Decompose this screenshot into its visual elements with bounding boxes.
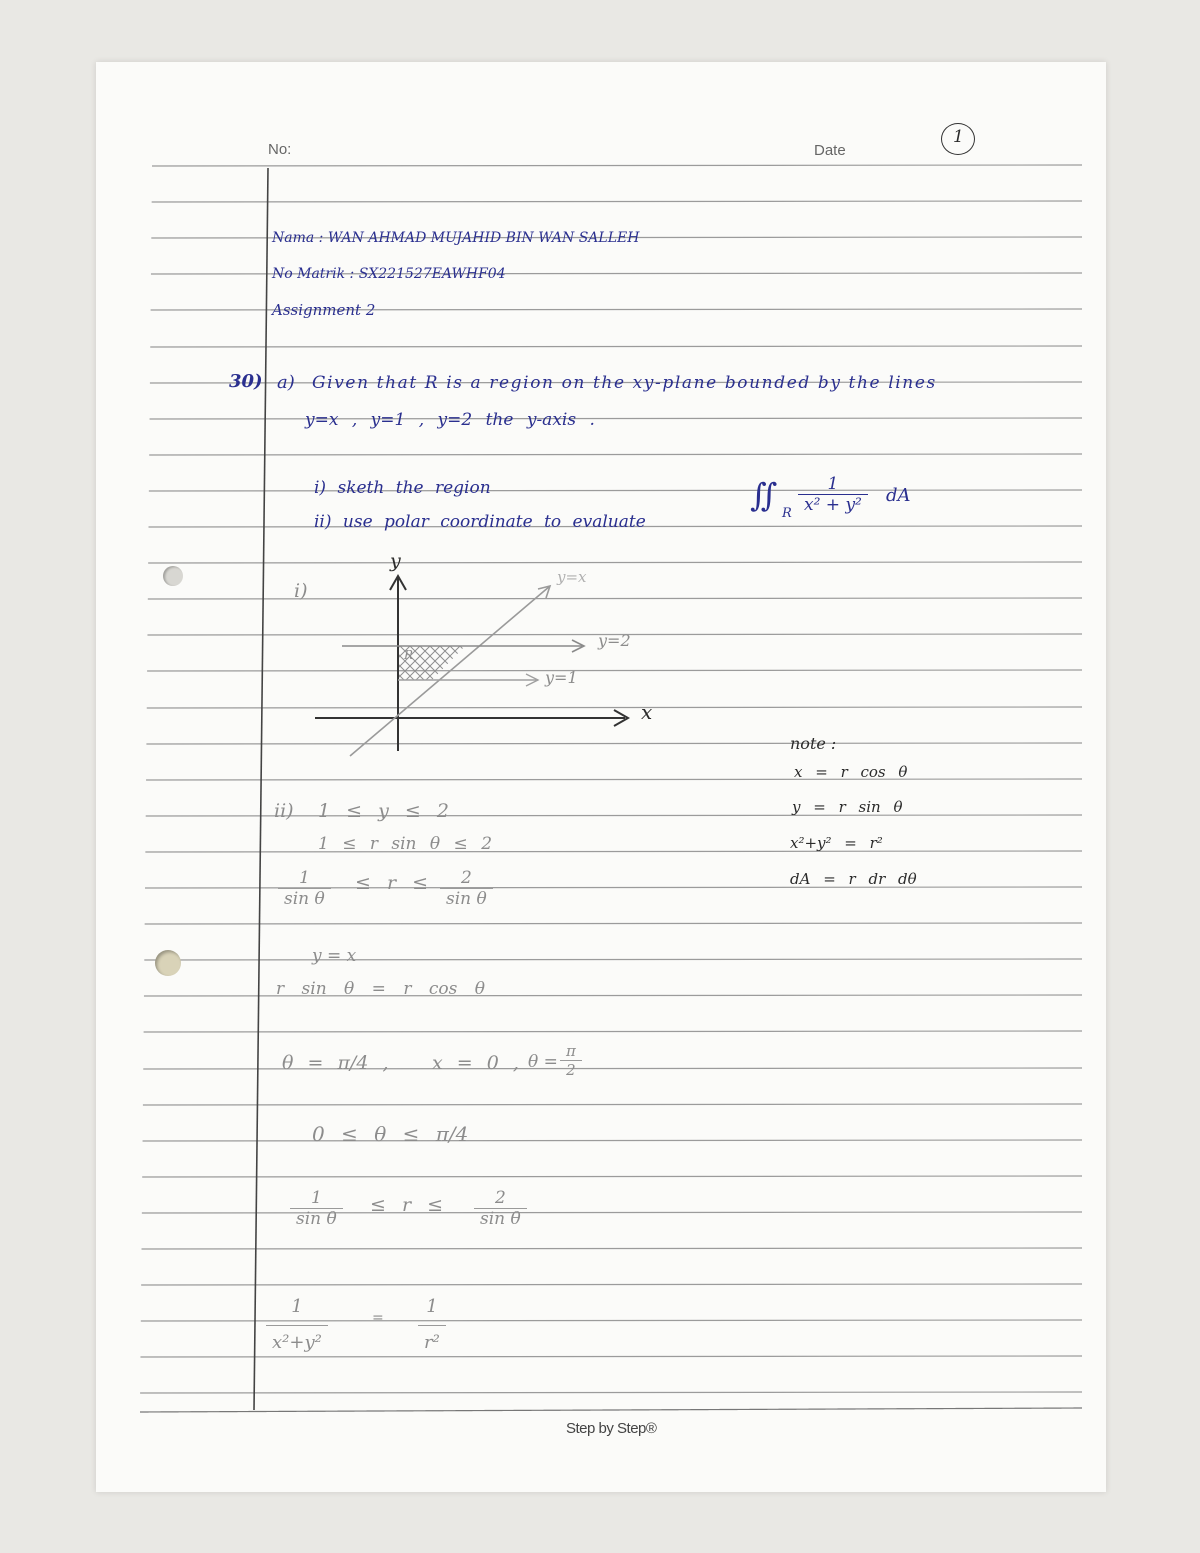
fraction-numerator: 2 [494,1188,506,1208]
fraction-denominator: x²+y² [272,1332,322,1353]
work-step-r-bounds-left [278,868,331,909]
integrand-fraction [798,474,868,515]
question-number: 30) [229,371,263,392]
ruled-line [146,779,1082,780]
work-step-x-equals-0: x = 0 , [432,1052,519,1074]
sketch-region-mark: R [404,648,414,662]
question-line-2: y=x , y=1 , y=2 the y-axis . [305,410,595,430]
note-area-element: dA = r dr dθ [790,870,917,888]
brand-footer: Step by Step® [566,1420,657,1437]
ruled-line [140,1392,1082,1393]
sketch-label-y-equals-2: y=2 [598,631,631,650]
margin-line [254,168,268,1410]
ruled-line [152,165,1082,166]
integrand-numerator: 1 [827,474,839,494]
ruled-line [149,454,1082,455]
assignment-title: Assignment 2 [272,301,376,319]
page-number: 1 [953,127,964,147]
work-step-r-bounds-left-2 [290,1188,343,1229]
note-x-polar: x = r cos θ [794,763,908,781]
question-line-1: Given that R is a region on the xy-plane bounded by the lines [312,373,937,393]
ruled-line [144,959,1082,960]
note-title: note : [790,734,837,753]
matric-number: No Matrik : SX221527EAWHF04 [272,266,506,282]
work-step-pi-over-2 [560,1042,582,1079]
ruled-line [142,1176,1082,1177]
fraction-numerator: 1 [298,868,310,888]
fraction-numerator: 2 [460,868,472,888]
work-step-r-sin-bounds: 1 ≤ r sin θ ≤ 2 [318,834,493,854]
ruled-line [150,346,1082,347]
work-step-theta-equals: θ = [528,1052,558,1072]
fraction-denominator: 2 [566,1061,576,1079]
ruled-line [145,851,1082,852]
fraction-numerator: 1 [426,1296,438,1317]
task-polar: ii) use polar coordinate to evaluate [314,512,646,532]
work-step-r-bounds-right-2 [474,1188,527,1229]
fraction-denominator: sin θ [296,1209,337,1229]
work-step-theta-bounds: 0 ≤ θ ≤ π/4 [312,1122,469,1146]
ruled-line [142,1248,1083,1249]
ruled-line [144,1031,1082,1032]
task-sketch: i) sketh the region [314,478,491,498]
integral-region: R [782,506,792,521]
date-label: Date [814,142,846,159]
work-step-integrand-equals: = [372,1310,384,1326]
region-sketch [310,556,690,766]
fraction-numerator: π [566,1042,576,1060]
fraction-numerator: 1 [310,1188,322,1208]
integral-da: dA [886,485,911,506]
sketch-y-label: y [390,550,401,572]
question-part: a) [277,372,295,393]
ruled-line [143,1104,1082,1105]
double-integral-sign: ∬ [750,476,778,514]
ruled-line [152,201,1082,202]
fraction-denominator: sin θ [284,889,325,909]
sketch-label-y-equals-x: y=x [557,568,587,586]
ruled-line [145,923,1082,924]
binder-hole-top [163,566,183,586]
work-label: ii) [274,800,294,822]
fraction-numerator: 1 [291,1296,303,1317]
work-step-y-equals-x: y = x [312,946,357,966]
integrand-denominator: x² + y² [804,495,862,515]
fraction-denominator: sin θ [446,889,487,909]
binder-hole-middle [155,950,181,976]
work-step-r-bounds-right [440,868,493,909]
work-step-integrand-left [266,1296,328,1353]
fraction-denominator: r² [424,1332,440,1353]
ruled-line [150,418,1082,419]
student-name: Nama : WAN AHMAD MUJAHID BIN WAN SALLEH [272,230,640,246]
footer-rule [140,1408,1082,1412]
note-r-squared: x²+y² = r² [790,834,883,852]
sketch-x-label: x [641,700,653,724]
line-y-equals-x [350,586,550,756]
work-step-r-sin-equals-r-cos: r sin θ = r cos θ [276,979,485,999]
ruled-line [140,1356,1082,1357]
ruled-line [143,1140,1082,1141]
work-step-theta-pi-over-4: θ = π/4 , [282,1052,389,1074]
ruled-line [149,490,1082,491]
sketch-label-y-equals-1: y=1 [545,668,578,687]
work-step-y-bounds: 1 ≤ y ≤ 2 [318,800,449,822]
work-step-integrand-right [418,1296,446,1353]
ruled-line [142,1212,1082,1213]
work-step-r-bounds-mid-2: ≤ r ≤ [370,1194,444,1216]
no-label: No: [268,141,292,158]
fraction-denominator: sin θ [480,1209,521,1229]
work-step-r-bounds-mid: ≤ r ≤ [355,872,429,894]
note-y-polar: y = r sin θ [792,798,903,816]
ruled-line [141,1284,1082,1285]
sketch-label: i) [294,580,308,602]
